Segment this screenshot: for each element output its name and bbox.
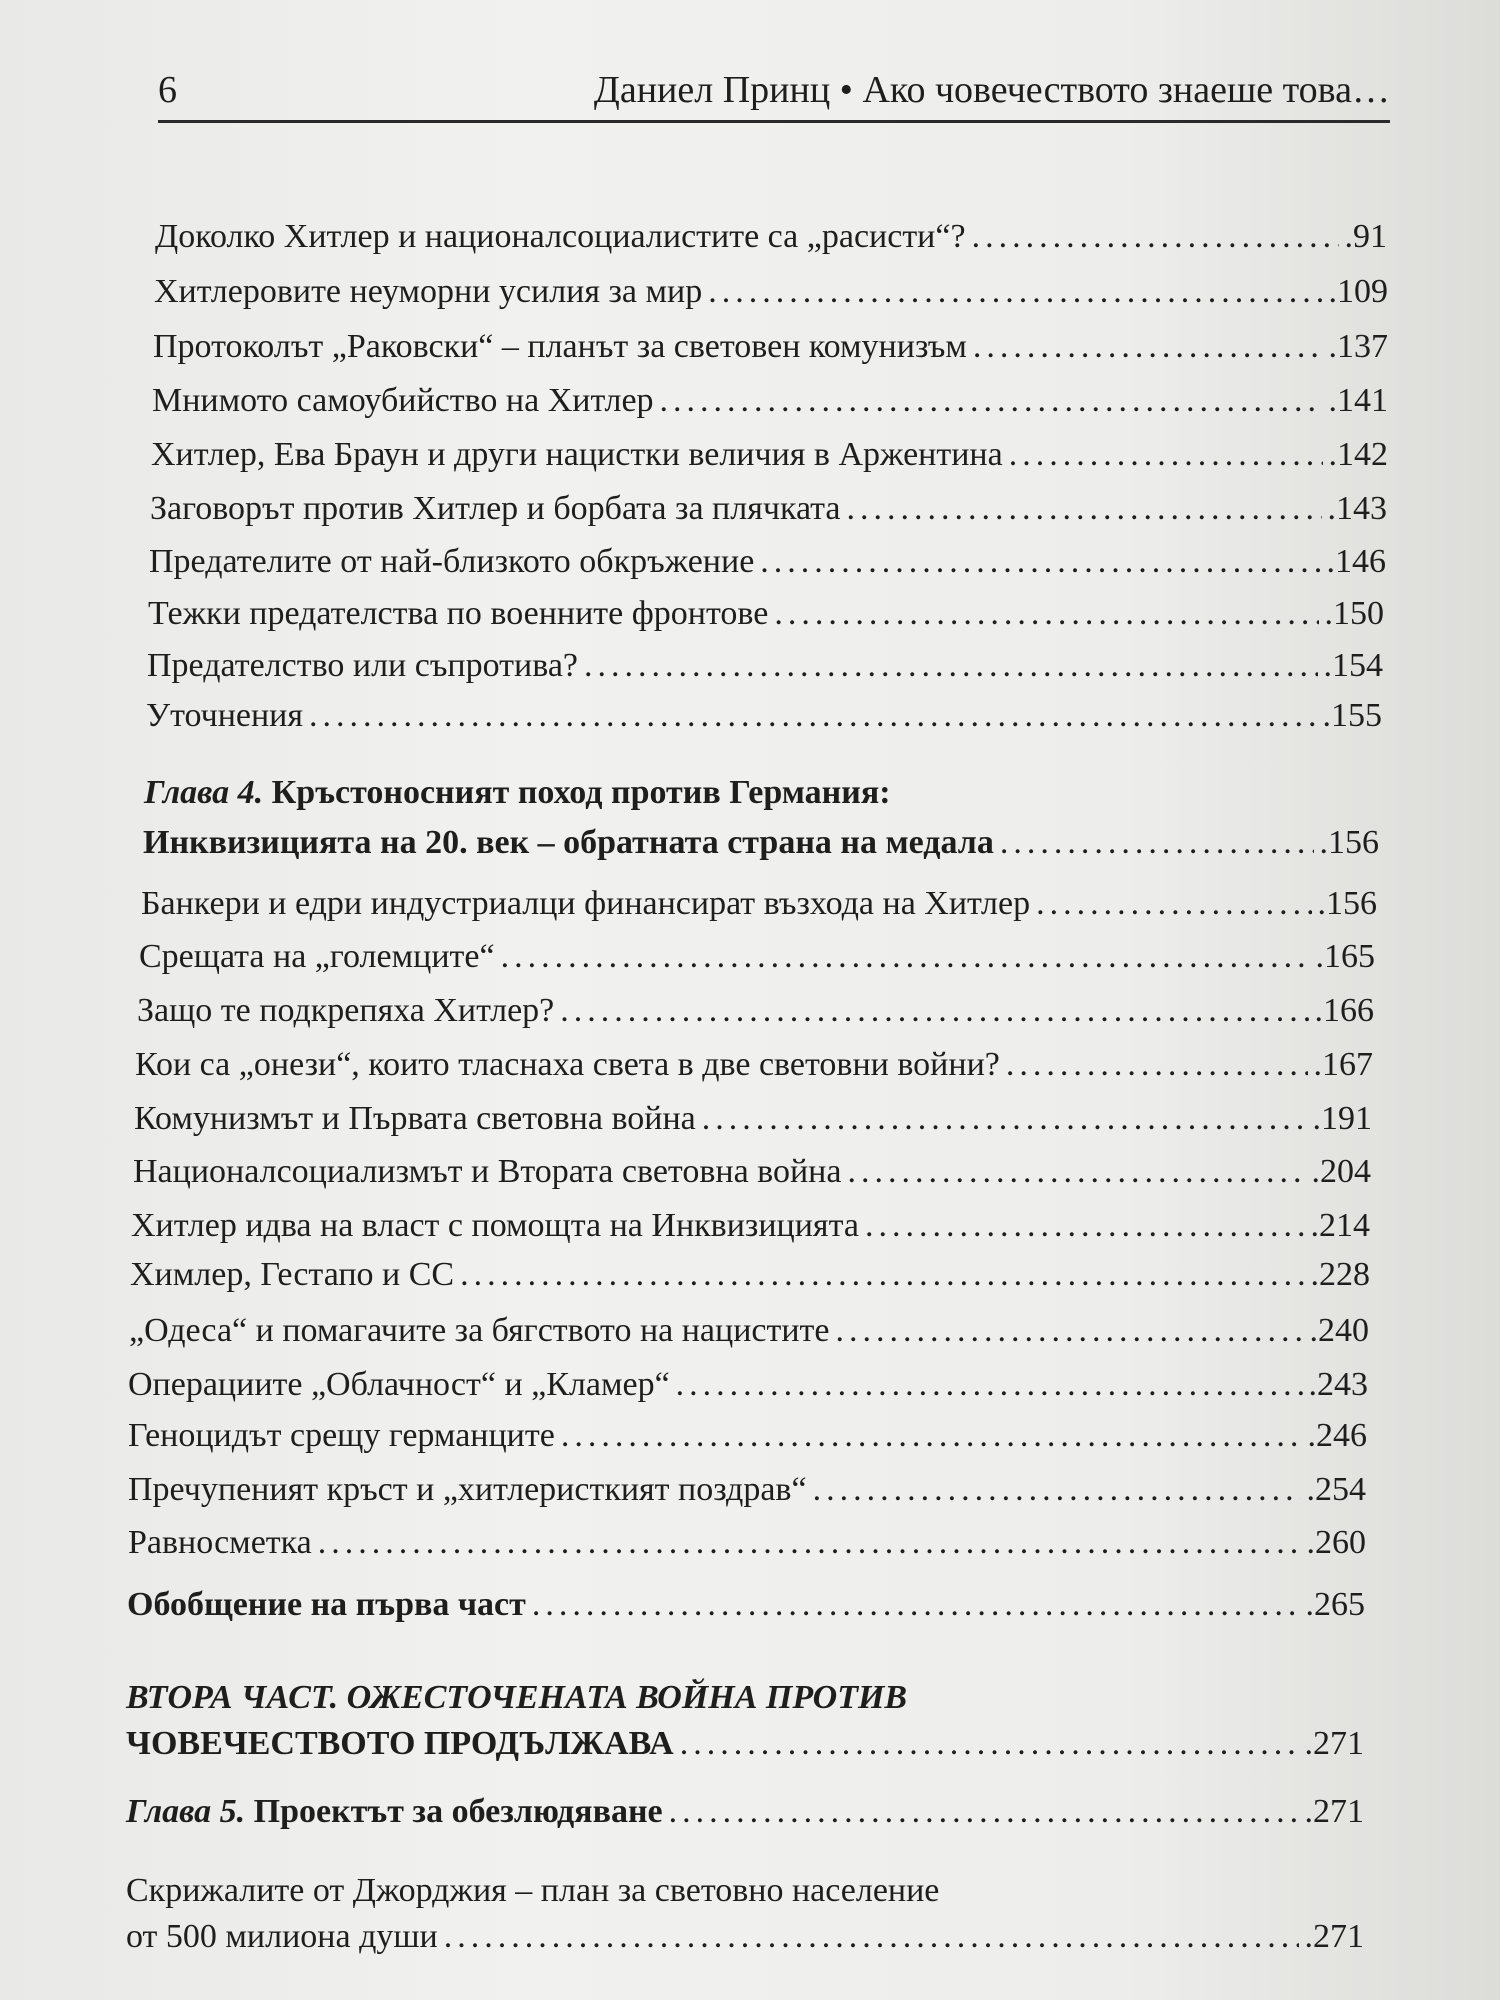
toc-entry-title: Хитлеровите неуморни усилия за мир [154,273,703,310]
chapter-heading-line1 [144,772,891,814]
toc-entry-page: .271 [1304,1725,1364,1762]
dot-leader [460,1254,1304,1296]
toc-entry-page: .254 [1306,1471,1366,1508]
toc-part-entry [126,1723,1364,1765]
toc-entry [146,695,1382,737]
dot-leader [501,936,1310,978]
dot-leader [760,541,1320,583]
toc-entry-title: Тежки предателства по военните фронтове [148,595,769,632]
toc-entry [151,434,1388,476]
dot-leader [318,1522,1301,1564]
toc-entry-title: Предателство или съпротива? [147,647,579,684]
toc-entry [129,1310,1369,1352]
dot-leader [532,1584,1300,1626]
toc-entry [141,883,1377,925]
toc-entry-title: „Одеса“ и помагачите за бягството на нацистите [129,1312,830,1349]
toc-entry-title: Уточнения [146,697,304,734]
toc-entry-page: .143 [1327,490,1387,527]
dot-leader [560,990,1308,1032]
toc-entry [150,488,1387,530]
toc-entry-page: .155 [1322,697,1382,734]
dot-leader [847,488,1322,530]
toc-entry-page: .156 [1317,885,1377,922]
dot-leader [813,1469,1301,1511]
toc-entry-title-line1: Скрижалите от Джорджия – план за световно население [126,1872,940,1909]
toc-entry [126,1916,1364,1958]
toc-entry [147,645,1383,687]
dot-leader [309,695,1316,737]
toc-entry-page: .243 [1308,1366,1368,1403]
chapter-label: Глава 4. [144,774,264,811]
toc-entry-page: .246 [1307,1417,1367,1454]
page-number: 6 [158,69,177,111]
toc-entry [128,1469,1366,1511]
toc-entry-title: Хитлер, Ева Браун и други нацистки величия в Аржентина [151,436,1003,473]
chapter-label: Глава 5. [126,1793,246,1830]
toc-entry-title: Срещата на „големците“ [139,938,495,975]
toc-entry-page: .165 [1315,938,1375,975]
toc-entry-title: Обобщение на първа част [127,1586,526,1623]
toc-entry-page: .204 [1311,1153,1371,1190]
toc-entry-page: .137 [1328,328,1388,365]
toc-entry-page: .156 [1319,824,1379,861]
toc-entry [128,1364,1368,1406]
toc-entry [152,380,1388,422]
toc-entry-page: .142 [1328,436,1388,473]
toc-entry-page: .240 [1309,1312,1369,1349]
toc-entry [154,271,1388,313]
toc-entry [131,1205,1370,1247]
toc-entry-title: ЧОВЕЧЕСТВОТО ПРОДЪЛЖАВА [126,1725,674,1762]
toc-entry-title: Доколко Хитлер и националсоциалистите са „расисти“? [155,218,966,255]
toc-entry-title [126,1791,663,1833]
toc-entry-title: Химлер, Гестапо и СС [130,1256,455,1293]
toc-entry-page: .150 [1324,595,1384,632]
toc-entry [130,1254,1370,1296]
toc-entry-title: Пречупеният кръст и „хитлеристкият поздрав“ [128,1471,807,1508]
toc-entry-page: .91 [1344,218,1387,255]
dot-leader [1000,822,1314,864]
dot-leader [847,1151,1305,1193]
dot-leader [584,645,1317,687]
toc-entry-page: .109 [1328,273,1388,310]
dot-leader [680,1723,1299,1765]
toc-entry-title: от 500 милиона души [126,1918,438,1955]
dot-leader [1009,434,1323,476]
dot-leader [676,1364,1303,1406]
toc-entry-title: Равносметка [128,1524,312,1561]
toc-entry-page: .260 [1306,1524,1366,1561]
toc-entry [127,1584,1365,1626]
dot-leader [669,1791,1299,1833]
running-title: Даниел Принц • Ако човечеството знаеше това… [593,69,1390,111]
toc-entry-title: Банкери и едри индустриалци финансират възхода на Хитлер [141,885,1031,922]
toc-entry-title: Хитлер идва на власт с помощта на Инквизицията [131,1207,859,1244]
toc-entry [128,1415,1367,1457]
dot-leader [972,216,1339,258]
dot-leader [444,1916,1299,1958]
dot-leader [660,380,1323,422]
toc-entry [139,936,1375,978]
toc-entry-page: .166 [1314,992,1374,1029]
toc-entry-page: .191 [1312,1100,1372,1137]
toc-chapter-entry [126,1791,1364,1833]
toc-entry [148,593,1384,635]
dot-leader [774,593,1318,635]
toc-entry-page: .154 [1323,647,1383,684]
toc-entry-page: .141 [1328,382,1388,419]
toc-entry [153,326,1388,368]
toc-entry-title: Операциите „Облачност“ и „Кламер“ [128,1366,670,1403]
dot-leader [865,1205,1305,1247]
toc-entry-page: .271 [1304,1918,1364,1955]
toc-entry-title: Предателите от най-близкото обкръжение [149,543,755,580]
toc-entry-title: Защо те подкрепяха Хитлер? [137,992,555,1029]
toc-entry-title: Заговорът против Хитлер и борбата за плячката [150,490,841,527]
toc-entry-title: Комунизмът и Първата световна война [134,1100,696,1137]
dot-leader [836,1310,1304,1352]
toc-entry [155,216,1387,258]
toc-entry-page: .146 [1326,543,1386,580]
toc-entry [137,990,1374,1032]
toc-entry-page: .228 [1310,1256,1370,1293]
toc-entry-title: Кои са „онези“, които тласнаха света в две световни войни? [135,1046,1000,1083]
toc-entry-page: .265 [1305,1586,1365,1623]
dot-leader [973,326,1323,368]
toc-entry-page: .167 [1313,1046,1373,1083]
toc-entry-page: .271 [1304,1793,1364,1830]
toc-entry [133,1151,1371,1193]
toc-entry-title: Протоколът „Раковски“ – планът за световен комунизъм [153,328,967,365]
dot-leader [708,271,1322,313]
toc-entry-title: Мнимото самоубийство на Хитлер [152,382,654,419]
dot-leader [702,1098,1307,1140]
toc-entry [135,1044,1373,1086]
toc-chapter-entry [143,822,1379,864]
dot-leader [1006,1044,1308,1086]
part-heading-line1: ВТОРА ЧАСТ. ОЖЕСТОЧЕНАТА ВОЙНА ПРОТИВ [126,1679,908,1716]
toc-entry-title: Геноцидът срещу германците [128,1417,555,1454]
toc-entry [134,1098,1372,1140]
dot-leader [1036,883,1311,925]
toc-entry-title: Инквизицията на 20. век – обратната страна на медала [143,824,994,861]
toc-entry-title: Националсоциализмът и Втората световна война [133,1153,842,1190]
chapter-title: Проектът за обезлюдяване [245,1793,663,1830]
toc-entry-page: .214 [1310,1207,1370,1244]
toc-entry [149,541,1386,583]
chapter-title: Кръстоносният поход против Германия: [263,774,891,811]
toc-entry [128,1522,1366,1564]
dot-leader [561,1415,1302,1457]
